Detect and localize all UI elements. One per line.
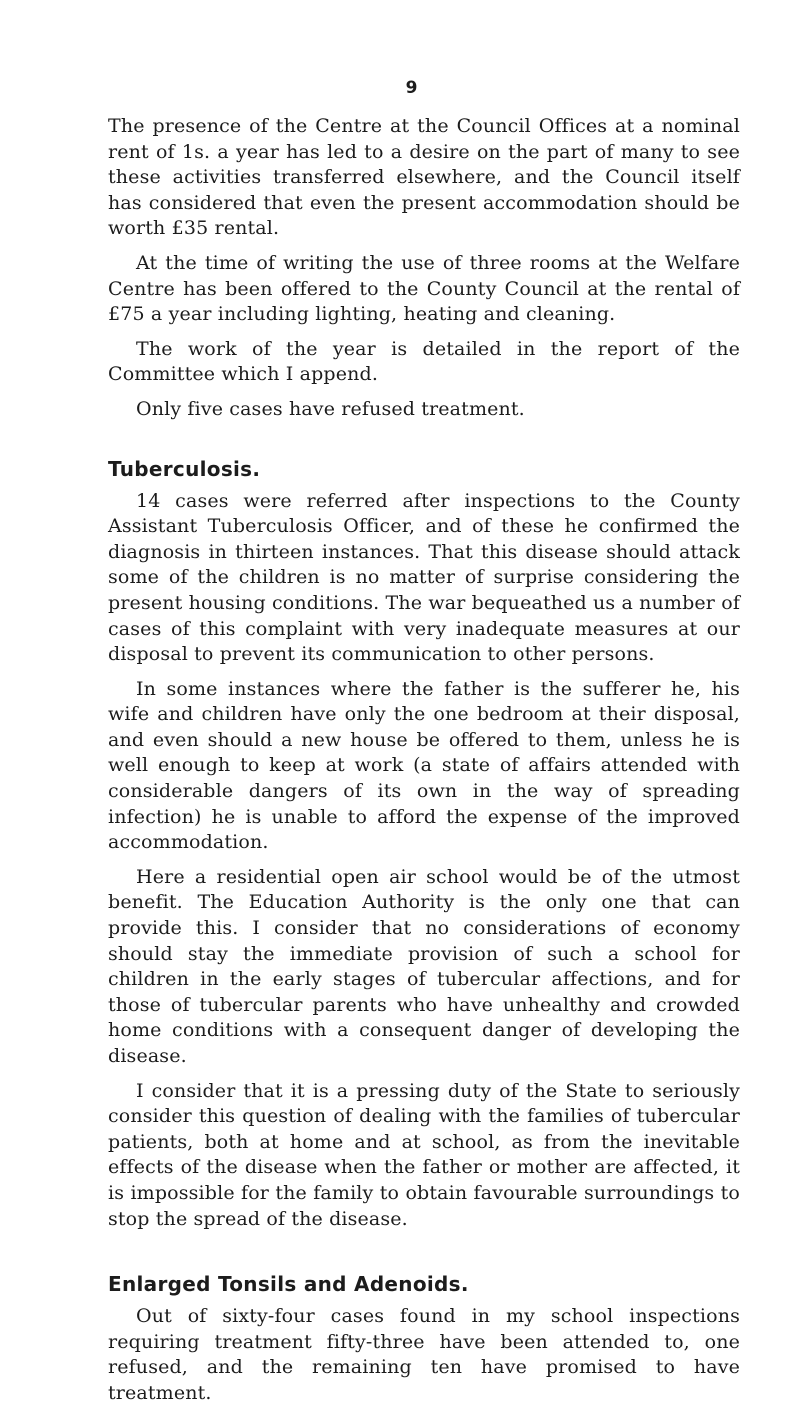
intro-paragraph-1: The presence of the Centre at the Council Offices at a nominal rent of 1s. a year has led to a desire on the part of many to see these activities transferred elsewhere, and the Council itself has considered that even the present accommodation should be worth £35 rental.	[108, 115, 740, 240]
intro-section	[108, 114, 740, 423]
page-number: 9	[405, 78, 418, 98]
tuberculosis-paragraph-2: In some instances where the father is the sufferer he, his wife and children have only the one bedroom at their disposal, and even should a new house be offered to them, unless he is well enough to keep at work (a state of affairs attended with considerable dangers of its own in the way of spreading infection) he is unable to afford the expense of the improved accommodation.	[108, 677, 740, 854]
tuberculosis-paragraph-4: I consider that it is a pressing duty of the State to seriously consider this question of dealing with the families of tubercular patients, both at home and at school, as from the inevitable effects of the disease when the father or mother are affected, it is impossible for the family to obtain favourable surroundings to stop the spread of the disease.	[108, 1079, 740, 1230]
intro-paragraph-3: The work of the year is detailed in the report of the Committee which I append.	[108, 337, 740, 386]
tonsils-heading: Enlarged Tonsils and Adenoids.	[108, 1272, 469, 1297]
tonsils-paragraph-1: Out of sixty-four cases found in my school inspections requiring treatment fifty-three have been attended to, one refused, and the remaining ten have promised to have treatment.	[108, 1305, 740, 1404]
tuberculosis-section	[108, 457, 740, 1233]
intro-paragraph-2: At the time of writing the use of three rooms at the Welfare Centre has been offered to the County Council at the rental of £75 a year including lighting, heating and cleaning.	[108, 251, 740, 326]
intro-paragraph-4: Only five cases have refused treatment.	[136, 397, 525, 420]
tuberculosis-heading: Tuberculosis.	[108, 456, 261, 481]
document-page	[108, 78, 740, 1416]
tonsils-section	[108, 1272, 740, 1406]
tuberculosis-paragraph-1: 14 cases were referred after inspections to the County Assistant Tuberculosis Officer, and of these he confirmed the diagnosis in thirteen instances. That this disease should attack some of the children is no matter of surprise considering the present housing conditions. The war bequeathed us a number of cases of this complaint with very inadequate measures at our disposal to prevent its communication to other persons.	[108, 489, 740, 666]
tuberculosis-paragraph-3: Here a residential open air school would be of the utmost benefit. The Education Authority is the only one that can provide this. I consider that no considerations of economy should stay the immediate provision of such a school for children in the early stages of tubercular affections, and for those of tubercular parents who have unhealthy and crowded home conditions with a consequent danger of developing the disease.	[108, 865, 740, 1067]
